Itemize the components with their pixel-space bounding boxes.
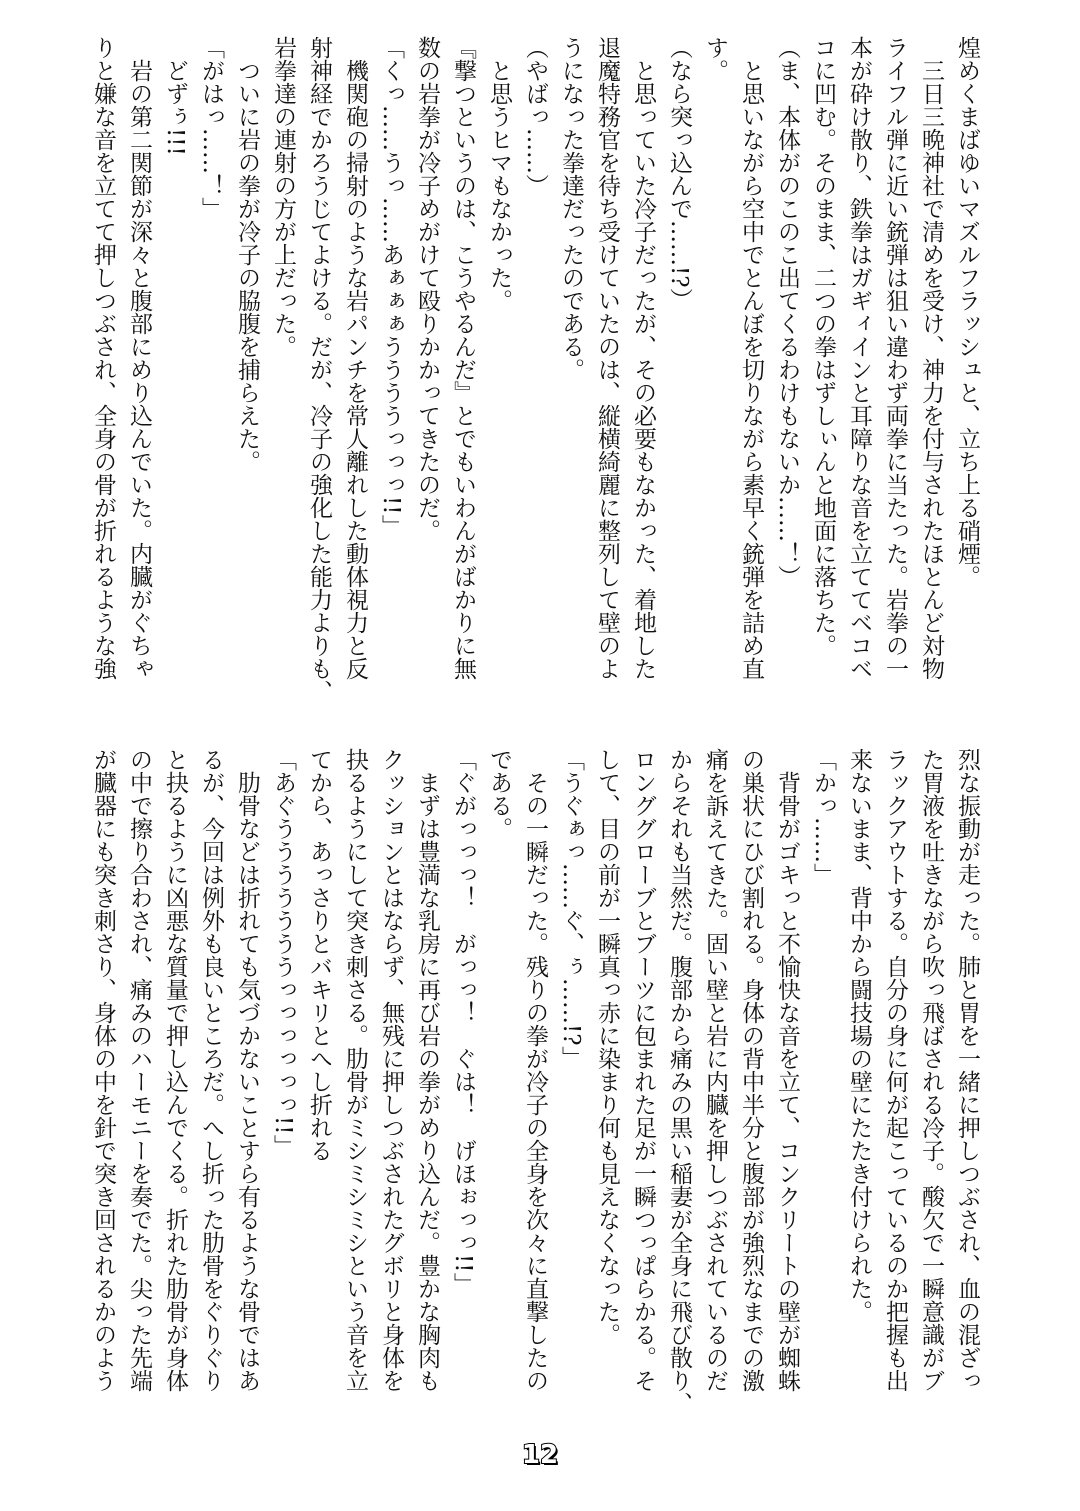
text-column: 烈な振動が走った。肺と胃を一緒に押しつぶされ、血の混ざっ — [954, 748, 980, 1392]
text-column: 「かっ……」 — [810, 748, 836, 886]
text-column: 岩拳達の連射の方が上だった。 — [270, 36, 296, 358]
text-column: どずぅ!!! — [162, 59, 188, 156]
text-column: 来ないまま、背中から闘技場の壁にたたき付けられた。 — [846, 748, 872, 1323]
text-block-top — [85, 36, 985, 726]
text-column: 機関砲の掃射のような岩パンチを常人離れした動体視力と反 — [342, 59, 368, 680]
text-column: 退魔特務官を待ち受けていたのは、縦横綺麗に整列して壁のよ — [594, 36, 620, 680]
text-column: ロンググローブとブーツに包まれた足が一瞬つっぱらかる。そ — [630, 748, 656, 1392]
text-column: 背骨がゴキっと不愉快な音を立て、コンクリートの壁が蜘蛛 — [774, 771, 800, 1392]
text-column: ついに岩の拳が冷子の脇腹を捕らえた。 — [234, 59, 260, 473]
text-column: 「がはっ……！」 — [198, 36, 224, 220]
text-column: 「くっ……うっ……あぁぁぁううううっっっ!!」 — [378, 36, 404, 538]
text-column: 「ぐがっっっ！ がっっ！ ぐは！ げほぉっっ!!」 — [450, 748, 476, 1296]
text-column: 「うぐぁっ……ぐ、ぅ……!?」 — [558, 748, 584, 1069]
text-column: ラックアウトする。自分の身に何が起こっているのか把握も出 — [882, 748, 908, 1392]
text-column: 数の岩拳が冷子めがけて殴りかかってきたのだ。 — [414, 36, 440, 542]
text-column: と抉るように凶悪な質量で押し込んでくる。折れた肋骨が身体 — [162, 748, 188, 1392]
text-column: てから、あっさりとバキリとへし折れる — [306, 748, 332, 1162]
text-column: と思っていた冷子だったが、その必要もなかった、着地した — [630, 59, 656, 680]
text-column: の中で擦り合わされ、痛みのハーモニーを奏でた。尖った先端 — [126, 748, 152, 1392]
text-column: ライフル弾に近い銃弾は狙い違わず両拳に当たった。岩拳の一 — [882, 36, 908, 680]
text-column: 「あぐうううううううっっっっっっ!!」 — [270, 748, 296, 1158]
text-column: 三日三晩神社で清めを受け、神力を付与されたほとんど対物 — [918, 59, 944, 680]
text-column: （やばっ……） — [522, 36, 548, 197]
text-column: 岩の第二関節が深々と腹部にめり込んでいた。内臓がぐちゃ — [126, 59, 152, 680]
text-column: して、目の前が一瞬真っ赤に染まり何も見えなくなった。 — [594, 748, 620, 1346]
text-column: と思いながら空中でとんぼを切りながら素早く銃弾を詰め直 — [738, 59, 764, 680]
text-column: と思うヒマもなかった。 — [486, 59, 512, 312]
text-column: 肋骨などは折れても気づかないことすら有るような骨ではあ — [234, 771, 260, 1392]
text-column: 射神経でかろうじてよける。だが、冷子の強化した能力よりも、 — [306, 36, 332, 703]
text-column: 煌めくまばゆいマズルフラッシュと、立ち上る硝煙。 — [954, 36, 980, 588]
text-column: た胃液を吐きながら吹っ飛ばされる冷子。酸欠で一瞬意識がブ — [918, 748, 944, 1392]
text-column: りと嫌な音を立てて押しつぶされ、全身の骨が折れるような強 — [90, 36, 116, 680]
text-column: コに凹む。そのまま、二つの拳はずしぃんと地面に落ちた。 — [810, 36, 836, 657]
text-column: （ま、本体がのこのこ出てくるわけもないか……！） — [774, 36, 800, 588]
text-column: 痛を訴えてきた。固い壁と岩に内臓を押しつぶされているのだ — [702, 748, 728, 1392]
text-column: 本が砕け散り、鉄拳はガギィインと耳障りな音を立ててベコベ — [846, 36, 872, 680]
text-column: からそれも当然だ。腹部から痛みの黒い稲妻が全身に飛び散り、 — [666, 748, 692, 1415]
text-column: 『撃つというのは、こうやるんだ』とでもいわんがばかりに無 — [450, 36, 476, 680]
text-column: その一瞬だった。残りの拳が冷子の全身を次々に直撃したの — [522, 771, 548, 1392]
text-block-bottom — [85, 748, 985, 1438]
text-column: す。 — [702, 36, 728, 82]
text-column: るが、今回は例外も良いところだ。へし折った肋骨をぐりぐり — [198, 748, 224, 1392]
text-column: （なら突っ込んで……!?） — [666, 36, 692, 311]
text-column: うになった拳達だったのである。 — [558, 36, 584, 381]
text-column: である。 — [486, 748, 512, 840]
text-column: の巣状にひび割れる。身体の背中半分と腹部が強烈なまでの激 — [738, 748, 764, 1392]
text-column: まずは豊満な乳房に再び岩の拳がめり込んだ。豊かな胸肉も — [414, 771, 440, 1392]
page-number: 12 — [521, 1440, 559, 1470]
text-column: 抉るようにして突き刺さる。肋骨がミシミシミシという音を立 — [342, 748, 368, 1392]
text-column: クッションとはならず、無残に押しつぶされたグボリと身体を — [378, 748, 404, 1392]
text-column: が臓器にも突き刺さり、身体の中を針で突き回されるかのよう — [90, 748, 116, 1392]
